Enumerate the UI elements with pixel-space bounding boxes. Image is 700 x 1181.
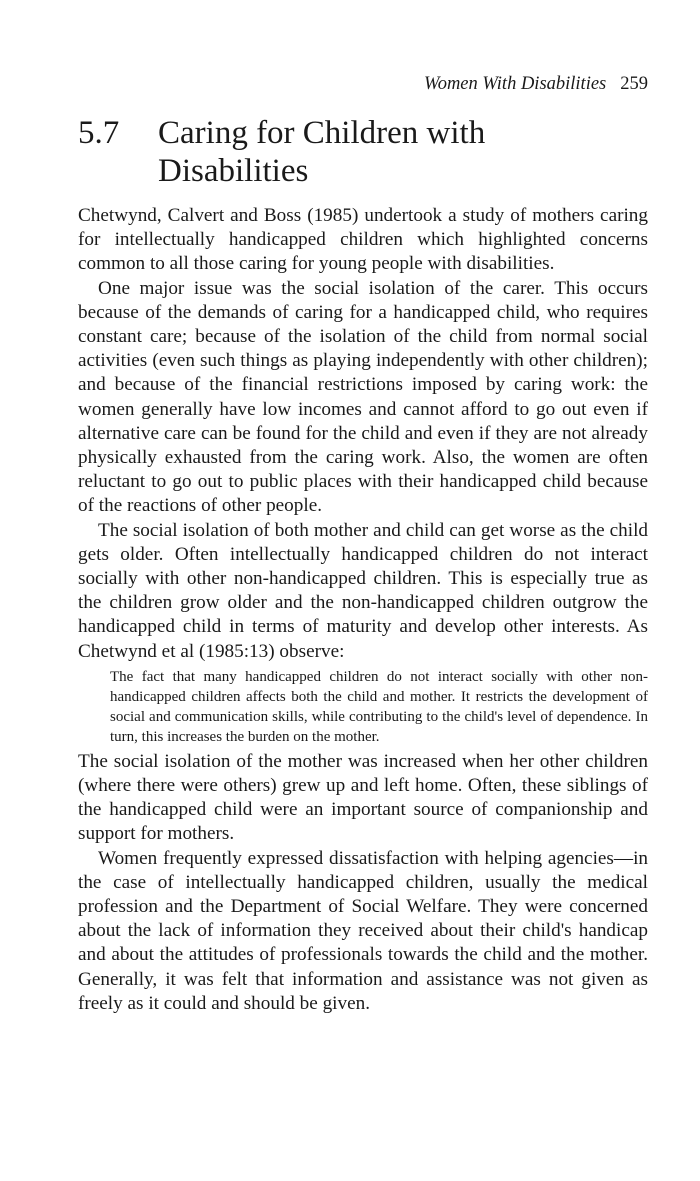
book-page — [78, 0, 648, 1181]
paragraph-isolation-worsens: The social isolation of both mother and child can get worse as the child gets older. Often intellectually handicapped children do not interact socially with other non-handicapped children. This is especially true as the children grow older and the non-handicapped children outgrow the handicapped child in terms of maturity and develop other interests. As Chetwynd et al (1985:13) observe: — [78, 519, 648, 662]
section-title: Caring for Children with Disabilities — [158, 115, 486, 189]
paragraph-helping-agencies: Women frequently expressed dissatisfaction with helping agencies—in the case of intellectually handicapped children, usually the medical profession and the Department of Social Welfare. They were concerned about the lack of information they received about their child's handicap and about the attitudes of professionals towards the child and the mother. Generally, it was felt that information and assistance was not given as freely as it could and should be given. — [78, 847, 648, 1014]
section-heading — [78, 114, 648, 190]
block-quote: The fact that many handicapped children do not interact socially with other non-handicapped children affects both the child and mother. It restricts the development of social and communication skills, while contributing to the child's level of dependence. In turn, this increases the burden on the mother. — [110, 668, 648, 745]
paragraph-siblings: The social isolation of the mother was increased when her other children (where there were others) grew up and left home. Often, these siblings of the handicapped child were an important source of companionship and support for mothers. — [78, 750, 648, 845]
paragraph-intro: Chetwynd, Calvert and Boss (1985) undertook a study of mothers caring for intellectually handicapped children which highlighted concerns common to all those caring for young people with disabilities. — [78, 205, 648, 275]
section-number: 5.7 — [78, 115, 120, 151]
running-head-title: Women With Disabilities — [423, 74, 607, 94]
page-number: 259 — [620, 74, 648, 94]
paragraph-isolation-of-carer: One major issue was the social isolation of the carer. This occurs because of the demands of caring for a handicapped child, who requires constant care; because of the isolation of the child from normal social activities (even such things as playing independently with other children); and because of the financial restrictions imposed by caring work: the women generally have low incomes and cannot afford to go out even if alternative care can be found for the child and even if they are not already physically exhausted from the caring work. Also, the women are often reluctant to go out to public places with their handicapped child because of the reactions of other people. — [78, 277, 648, 517]
body-text — [78, 204, 648, 1016]
running-head — [424, 72, 648, 96]
